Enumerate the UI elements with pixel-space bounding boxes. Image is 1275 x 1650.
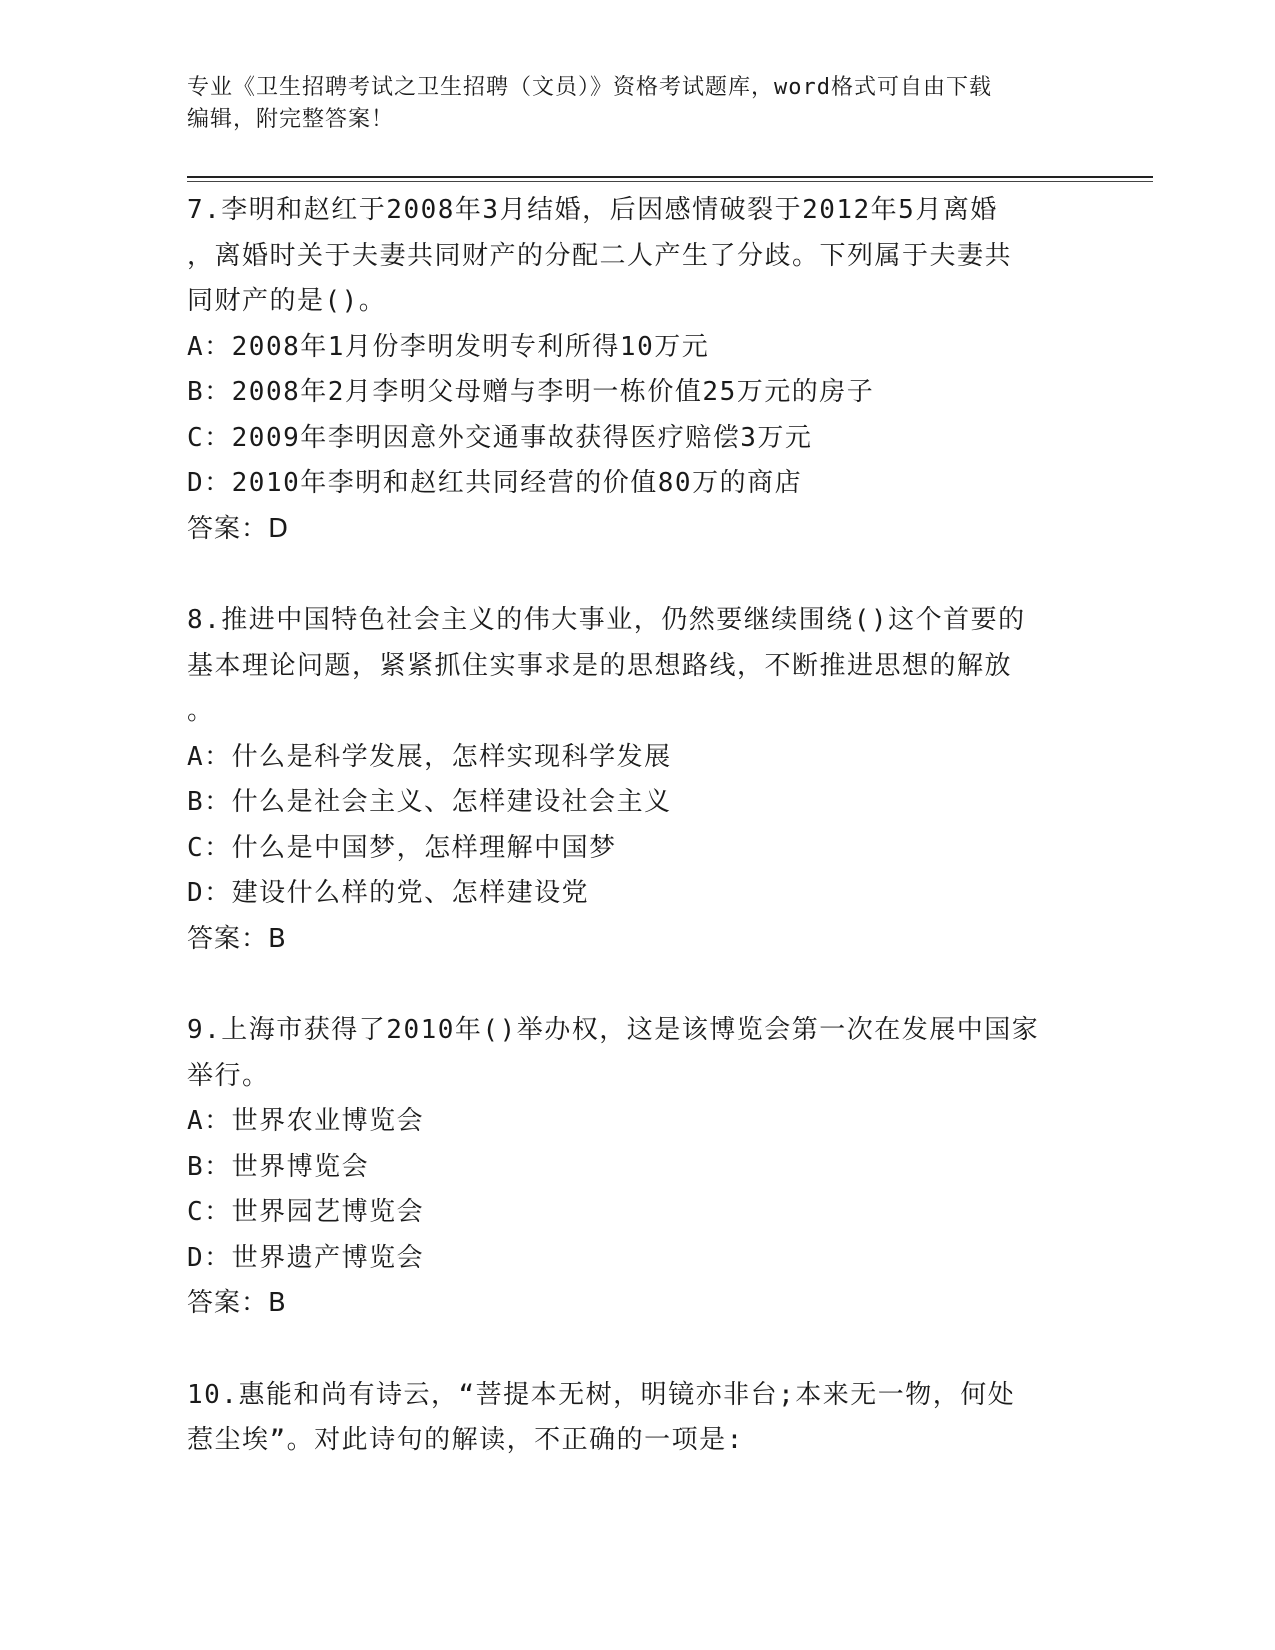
question-spacer [187,1327,1067,1373]
option-a: A：2008年1月份李明发明专利所得10万元 [187,331,710,362]
question-stem-line: 惹尘埃”。对此诗句的解读，不正确的一项是: [187,1425,744,1455]
option-b: B：世界博览会 [187,1151,370,1182]
question-10 [187,1373,1067,1464]
question-7 [187,188,1067,552]
question-stem-line: 10.惠能和尚有诗云，“菩提本无树，明镜亦非台;本来无一物，何处 [187,1379,1016,1410]
option-b: B：2008年2月李明父母赠与李明一栋价值25万元的房子 [187,377,875,407]
header-divider-thick [187,176,1153,178]
question-9 [187,1008,1067,1327]
option-c: C：世界园艺博览会 [187,1197,425,1227]
question-stem-line: 8.推进中国特色社会主义的伟大事业，仍然要继续围绕()这个首要的 [187,605,1026,635]
question-spacer [187,962,1067,1008]
question-stem-line: 9.上海市获得了2010年()举办权，这是该博览会第一次在发展中国家 [187,1015,1040,1045]
option-d: D：建设什么样的党、怎样建设党 [187,878,590,908]
option-c: C：什么是中国梦，怎样理解中国梦 [187,832,617,863]
header-line-1: 专业《卫生招聘考试之卫生招聘（文员）》资格考试题库，word格式可自由下载 [187,75,992,100]
option-d: D：世界遗产博览会 [187,1242,425,1273]
option-a: A：世界农业博览会 [187,1106,425,1136]
header-divider-thin [187,181,1153,182]
header-line-2: 编辑，附完整答案！ [187,107,395,132]
document-header [187,72,1087,136]
question-8 [187,598,1067,962]
option-a: A：什么是科学发展，怎样实现科学发展 [187,741,672,772]
answer-line: 答案：D [187,513,290,544]
question-stem-line: 同财产的是()。 [187,286,387,316]
option-b: B：什么是社会主义、怎样建设社会主义 [187,787,672,817]
question-stem-line: ，离婚时关于夫妻共同财产的分配二人产生了分歧。下列属于夫妻共 [187,240,1013,271]
question-stem-line: 。 [187,696,215,726]
answer-line: 答案：B [187,923,287,954]
question-stem-line: 7.李明和赵红于2008年3月结婚，后因感情破裂于2012年5月离婚 [187,195,998,225]
question-spacer [187,552,1067,598]
option-c: C：2009年李明因意外交通事故获得医疗赔偿3万元 [187,422,813,453]
question-stem-line: 基本理论问题，紧紧抓住实事求是的思想路线，不断推进思想的解放 [187,650,1013,681]
answer-line: 答案：B [187,1288,287,1318]
question-list [187,188,1067,1464]
option-d: D：2010年李明和赵红共同经营的价值80万的商店 [187,468,803,498]
question-stem-line: 举行。 [187,1060,270,1091]
